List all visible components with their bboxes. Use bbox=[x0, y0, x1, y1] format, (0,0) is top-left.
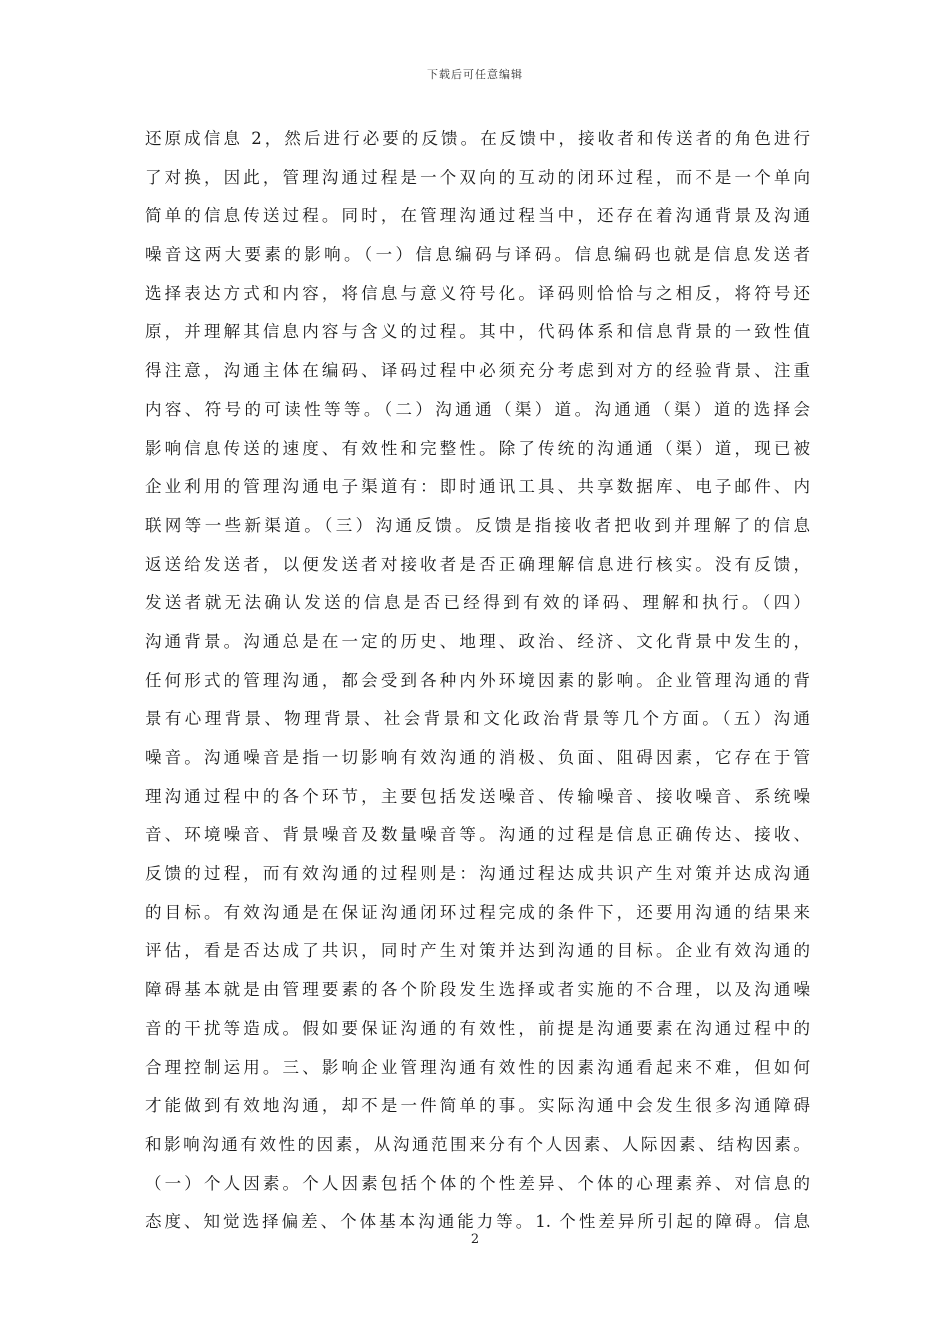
text-line: 发送者就无法确认发送的信息是否已经得到有效的译码、理解和执行。（四） bbox=[145, 593, 810, 613]
text-line: 选择表达方式和内容，将信息与意义符号化。译码则恰恰与之相反，将符号还 bbox=[145, 283, 810, 303]
body-text bbox=[145, 120, 810, 1242]
text-line: 得注意，沟通主体在编码、译码过程中必须充分考虑到对方的经验背景、注重 bbox=[145, 361, 810, 381]
text-line: 音、环境噪音、背景噪音及数量噪音等。沟通的过程是信息正确传达、接收、 bbox=[145, 825, 810, 845]
text-line: 态度、知觉选择偏差、个体基本沟通能力等。1. 个性差异所引起的障碍。信息 bbox=[145, 1212, 810, 1232]
text-line: 噪音。沟通噪音是指一切影响有效沟通的消极、负面、阻碍因素，它存在于管 bbox=[145, 748, 810, 767]
text-line: 内容、符号的可读性等等。（二）沟通通（渠）道。沟通通（渠）道的选择会 bbox=[145, 399, 810, 419]
page-header: 下载后可任意编辑 bbox=[427, 68, 523, 81]
text-line: 反馈的过程，而有效沟通的过程则是：沟通过程达成共识产生对策并达成沟通 bbox=[145, 864, 810, 884]
text-line: 影响信息传送的速度、有效性和完整性。除了传统的沟通通（渠）道，现已被 bbox=[145, 438, 810, 458]
text-line: 了对换，因此，管理沟通过程是一个双向的互动的闭环过程，而不是一个单向 bbox=[145, 167, 810, 187]
page-number: 2 bbox=[470, 1232, 480, 1247]
text-line: 音的干扰等造成。假如要保证沟通的有效性，前提是沟通要素在沟通过程中的 bbox=[145, 1018, 810, 1038]
text-line: 返送给发送者，以便发送者对接收者是否正确理解信息进行核实。没有反馈， bbox=[145, 554, 810, 574]
text-line: 景有心理背景、物理背景、社会背景和文化政治背景等几个方面。（五）沟通 bbox=[145, 709, 810, 729]
text-line: 障碍基本就是由管理要素的各个阶段发生选择或者实施的不合理，以及沟通噪 bbox=[145, 980, 810, 1000]
text-line: 理沟通过程中的各个环节，主要包括发送噪音、传输噪音、接收噪音、系统噪 bbox=[145, 786, 810, 806]
text-line: 的目标。有效沟通是在保证沟通闭环过程完成的条件下，还要用沟通的结果来 bbox=[145, 902, 810, 922]
text-line: 任何形式的管理沟通，都会受到各种内外环境因素的影响。企业管理沟通的背 bbox=[145, 670, 810, 690]
text-line: 简单的信息传送过程。同时，在管理沟通过程当中，还存在着沟通背景及沟通 bbox=[145, 206, 810, 226]
text-line: 企业利用的管理沟通电子渠道有：即时通讯工具、共享数据库、电子邮件、内 bbox=[145, 477, 810, 497]
text-line: （一）个人因素。个人因素包括个体的个性差异、个体的心理素养、对信息的 bbox=[145, 1173, 810, 1193]
text-line: 和影响沟通有效性的因素，从沟通范围来分有个人因素、人际因素、结构因素。 bbox=[145, 1134, 810, 1154]
text-line: 合理控制运用。三、影响企业管理沟通有效性的因素沟通看起来不难，但如何 bbox=[145, 1057, 810, 1077]
text-line: 噪音这两大要素的影响。（一）信息编码与译码。信息编码也就是信息发送者 bbox=[145, 245, 810, 265]
text-line: 沟通背景。沟通总是在一定的历史、地理、政治、经济、文化背景中发生的， bbox=[145, 631, 810, 651]
text-line: 还原成信息 2，然后进行必要的反馈。在反馈中，接收者和传送者的角色进行 bbox=[145, 129, 810, 148]
text-line: 联网等一些新渠道。（三）沟通反馈。反馈是指接收者把收到并理解了的信息 bbox=[145, 515, 810, 535]
text-line: 原，并理解其信息内容与含义的过程。其中，代码体系和信息背景的一致性值 bbox=[145, 322, 810, 342]
text-line: 才能做到有效地沟通，却不是一件简单的事。实际沟通中会发生很多沟通障碍 bbox=[145, 1096, 810, 1116]
text-line: 评估，看是否达成了共识，同时产生对策并达到沟通的目标。企业有效沟通的 bbox=[145, 941, 810, 961]
